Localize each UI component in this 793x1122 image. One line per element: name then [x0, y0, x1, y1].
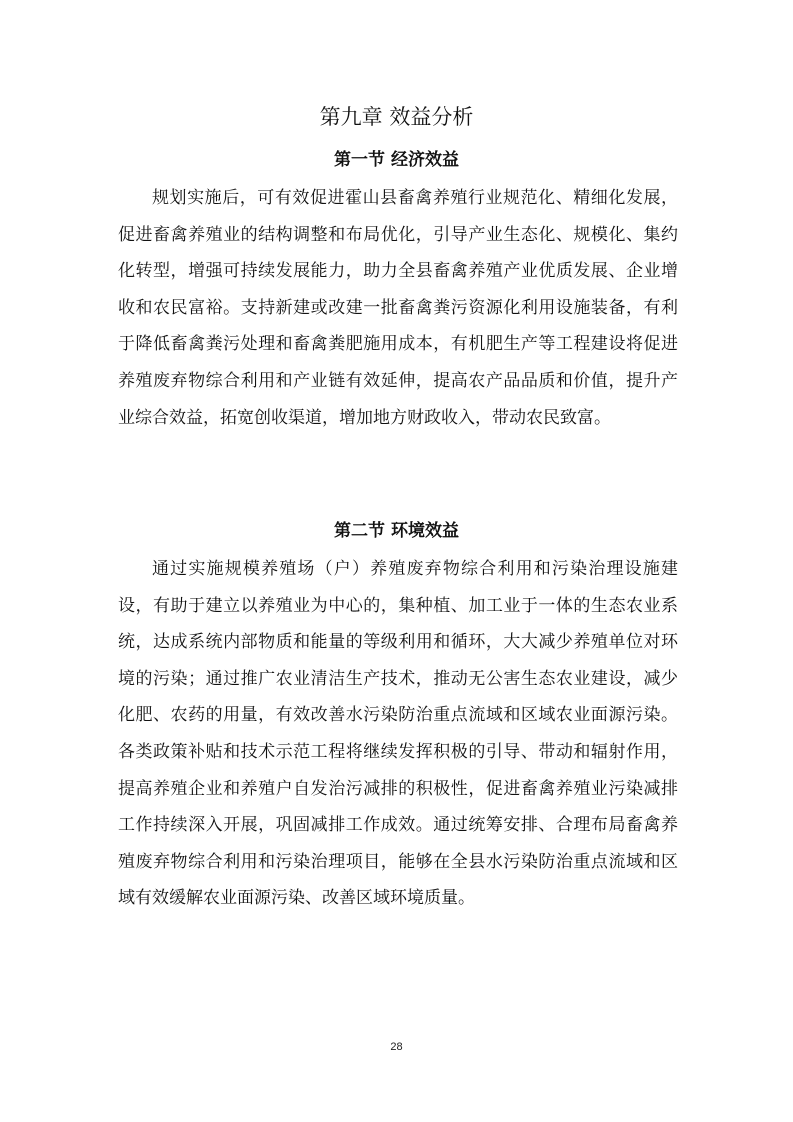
paragraph-economic-benefits: 规划实施后，可有效促进霍山县畜禽养殖行业规范化、精细化发展，促进畜禽养殖业的结构调整和布局优化，引导产业生态化、规模化、集约化转型，增强可持续发展能力，助力全县畜禽养殖产业优质发展、企业增收和农民富裕。支持新建或改建一批畜禽粪污资源化利用设施装备，有利于降低畜禽粪污处理和畜禽粪肥施用成本，有机肥生产等工程建设将促进养殖废弃物综合利用和产业链有效延伸，提高农产品品质和价值，提升产业综合效益，拓宽创收渠道，增加地方财政收入，带动农民致富。	[118, 188, 678, 428]
paragraph-environmental-benefits: 通过实施规模养殖场（户）养殖废弃物综合利用和污染治理设施建设，有助于建立以养殖业为中心的，集种植、加工业于一体的生态农业系统，达成系统内部物质和能量的等级利用和循环，大大减少养殖单位对环境的污染；通过推广农业清洁生产技术，推动无公害生态农业建设，减少化肥、农药的用量，有效改善水污染防治重点流域和区域农业面源污染。各类政策补贴和技术示范工程将继续发挥积极的引导、带动和辐射作用，提高养殖企业和养殖户自发治污减排的积极性，促进畜禽养殖业污染减排工作持续深入开展，巩固减排工作成效。通过统筹安排、合理布局畜禽养殖废弃物综合利用和污染治理项目，能够在全县水污染防治重点流域和区域有效缓解农业面源污染、改善区域环境质量。	[118, 559, 678, 909]
chapter-title: 第九章 效益分析	[319, 105, 474, 129]
section-title-environmental: 第二节 环境效益	[334, 521, 459, 541]
section-title-economic: 第一节 经济效益	[334, 150, 459, 170]
page-number: 28	[390, 1041, 403, 1053]
